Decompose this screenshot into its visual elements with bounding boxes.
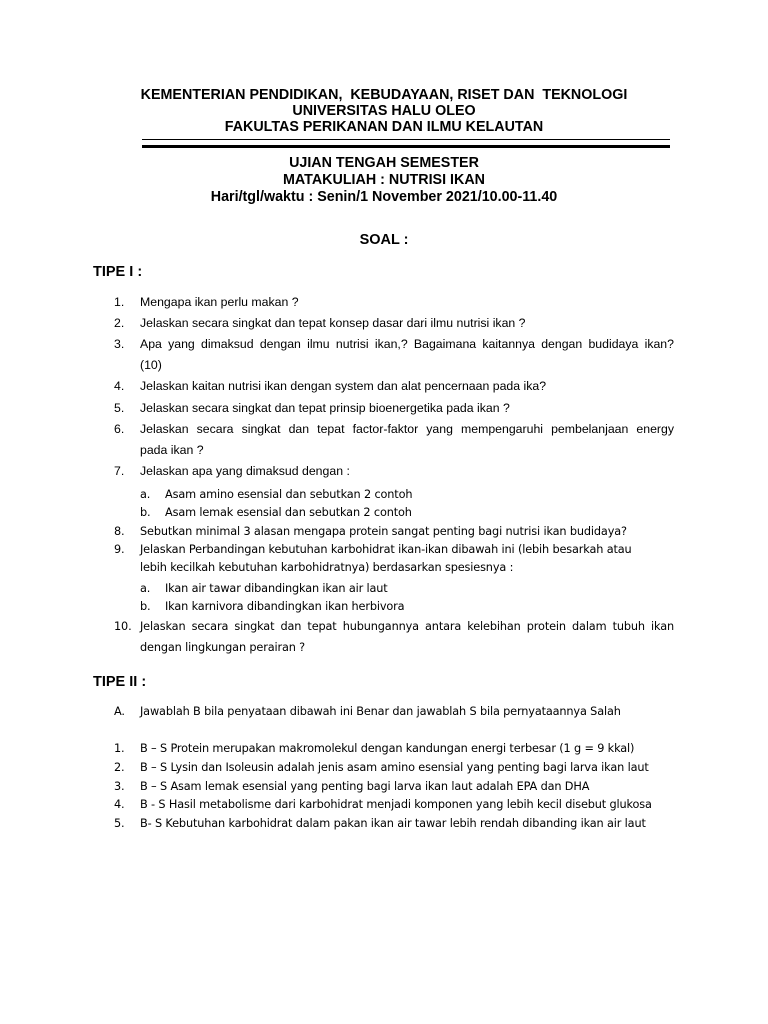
statement-1 — [114, 740, 635, 758]
question-number: 6. — [114, 422, 125, 436]
question-text: Sebutkan minimal 3 alasan mengapa protein sangat penting bagi nutrisi ikan budidaya? — [140, 525, 627, 538]
statement-text: B – S Asam lemak esensial yang penting bagi larva ikan laut adalah EPA dan DHA — [140, 780, 590, 793]
question-5 — [114, 398, 674, 419]
question-2 — [114, 313, 674, 334]
letterhead — [0, 87, 768, 135]
tipe2-instruction — [114, 703, 621, 721]
question-text-line1: Jelaskan secara singkat dan tepat hubungannya antara kelebihan protein dalam tubuh ikan — [140, 620, 674, 633]
question-text-line2: (10) — [140, 358, 162, 372]
option-label: b. — [140, 600, 151, 613]
option-label: a. — [140, 582, 151, 595]
option-label: a. — [140, 488, 151, 501]
exam-title: UJIAN TENGAH SEMESTER — [289, 155, 479, 171]
instruction-text: Jawablah B bila penyataan dibawah ini Benar dan jawablah S bila pernyataannya Salah — [140, 705, 621, 718]
statement-number: 3. — [114, 780, 125, 793]
tipe2-heading: TIPE II : — [93, 674, 147, 690]
option-label: b. — [140, 506, 151, 519]
question-text-line1: Jelaskan secara singkat dan tepat factor-faktor yang mempengaruhi pembelanjaan energy — [140, 422, 674, 436]
statement-text: B – S Lysin dan Isoleusin adalah jenis asam amino esensial yang penting bagi larva ikan laut — [140, 761, 649, 774]
statement-2 — [114, 759, 649, 777]
question-4 — [114, 376, 674, 397]
statement-text: B- S Kebutuhan karbohidrat dalam pakan ikan air tawar lebih rendah dibanding ikan air laut — [140, 817, 646, 830]
statement-4 — [114, 796, 652, 814]
course-name: MATAKULIAH : NUTRISI IKAN — [283, 172, 485, 188]
question-text: Jelaskan apa yang dimaksud dengan : — [140, 464, 350, 478]
statement-number: 1. — [114, 742, 125, 755]
question-text: Jelaskan secara singkat dan tepat konsep dasar dari ilmu nutrisi ikan ? — [140, 316, 526, 330]
exam-info — [0, 155, 768, 206]
header-rule-thick — [142, 145, 670, 148]
header-rule-thin — [142, 139, 670, 140]
statement-text: B - S Hasil metabolisme dari karbohidrat menjadi komponen yang lebih kecil disebut glukosa — [140, 798, 652, 811]
question-text: Jelaskan kaitan nutrisi ikan dengan system dan alat pencernaan pada ika? — [140, 379, 547, 393]
question-3 — [114, 334, 674, 376]
option-text: Asam lemak esensial dan sebutkan 2 contoh — [165, 506, 412, 519]
question-1 — [114, 292, 674, 313]
statement-number: 5. — [114, 817, 125, 830]
option-text: Asam amino esensial dan sebutkan 2 contoh — [165, 488, 413, 501]
soal-heading: SOAL : — [359, 232, 409, 248]
statement-text: B – S Protein merupakan makromolekul dengan kandungan energi terbesar (1 g = 9 kkal) — [140, 742, 635, 755]
statement-5 — [114, 815, 646, 833]
statement-number: 4. — [114, 798, 125, 811]
question-7 — [114, 461, 674, 482]
statement-number: 2. — [114, 761, 125, 774]
question-text-line1: Jelaskan Perbandingan kebutuhan karbohidrat ikan-ikan dibawah ini (lebih besarkah atau — [140, 543, 632, 556]
question-9 — [114, 541, 674, 577]
question-text-line2: dengan lingkungan perairan ? — [140, 641, 306, 654]
option-text: Ikan karnivora dibandingkan ikan herbivora — [165, 600, 405, 613]
question-8 — [114, 523, 627, 541]
instruction-label: A. — [114, 705, 125, 718]
exam-schedule: Hari/tgl/waktu : Senin/1 November 2021/10.00-11.40 — [210, 189, 558, 205]
question-number: 1. — [114, 295, 125, 309]
question-number: 3. — [114, 337, 125, 351]
faculty-name: FAKULTAS PERIKANAN DAN ILMU KELAUTAN — [224, 119, 544, 135]
question-text: Jelaskan secara singkat dan tepat prinsip bioenergetika pada ikan ? — [140, 401, 510, 415]
tipe1-heading: TIPE I : — [93, 264, 143, 280]
question-text-line1: Apa yang dimaksud dengan ilmu nutrisi ikan,? Bagaimana kaitannya dengan budidaya ikan? — [140, 337, 674, 351]
question-text-line2: lebih kecilkah kebutuhan karbohidratnya) berdasarkan spesiesnya : — [140, 561, 514, 574]
question-number: 5. — [114, 401, 125, 415]
question-text: Mengapa ikan perlu makan ? — [140, 295, 299, 309]
university-name: UNIVERSITAS HALU OLEO — [292, 103, 476, 119]
question-text-line2: pada ikan ? — [140, 443, 204, 457]
question-number: 10. — [114, 620, 132, 633]
question-6 — [114, 419, 674, 461]
ministry-name: KEMENTERIAN PENDIDIKAN, KEBUDAYAAN, RISET DAN TEKNOLOGI — [140, 87, 628, 103]
question-10 — [114, 616, 674, 658]
question-number: 2. — [114, 316, 125, 330]
question-number: 4. — [114, 379, 125, 393]
question-number: 7. — [114, 464, 125, 478]
option-text: Ikan air tawar dibandingkan ikan air laut — [165, 582, 388, 595]
question-number: 9. — [114, 543, 125, 556]
question-number: 8. — [114, 525, 125, 538]
statement-3 — [114, 778, 590, 796]
